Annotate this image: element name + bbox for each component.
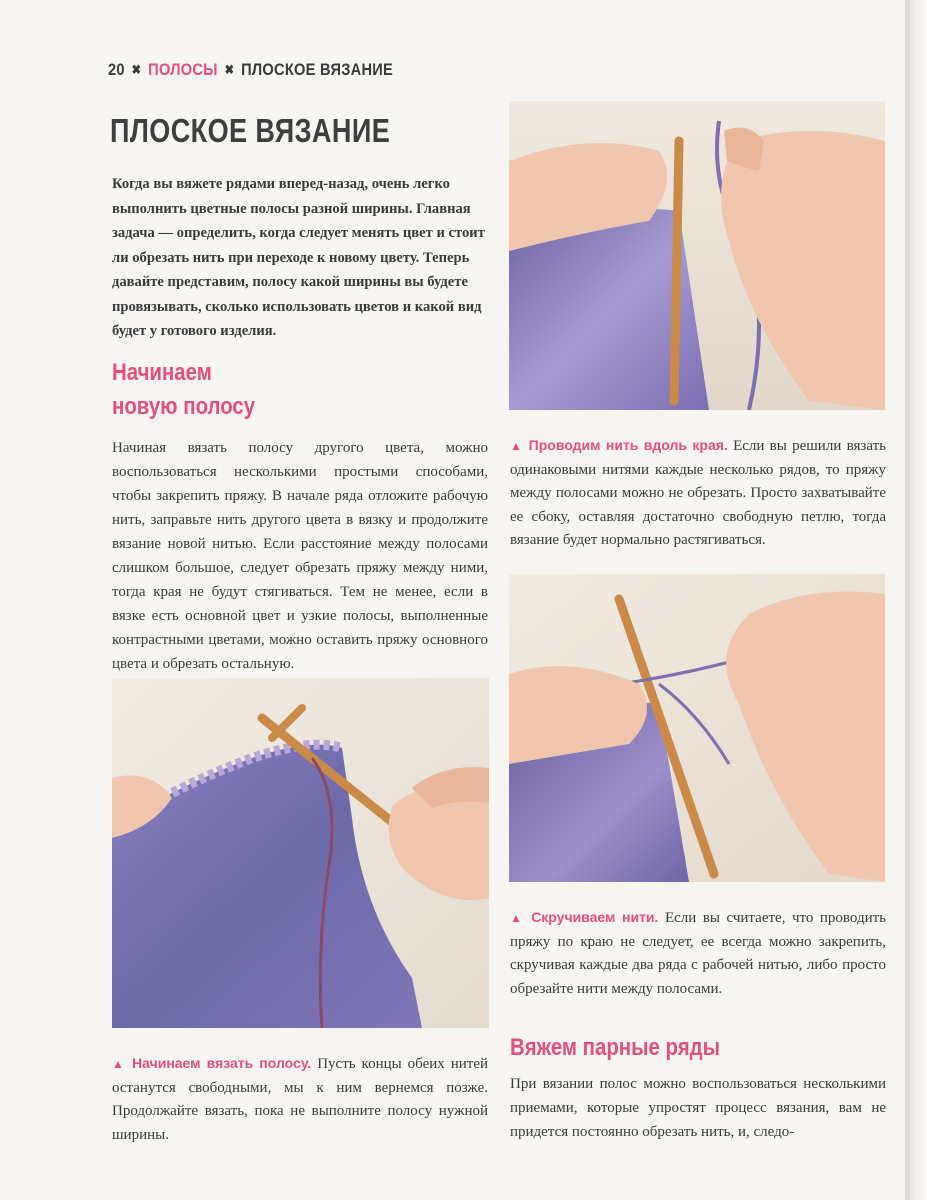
knitting-illustration <box>112 678 489 1028</box>
page-title: ПЛОСКОЕ ВЯЗАНИЕ <box>110 112 391 149</box>
caption-text: Если вы решили вязать одинаковыми нитями каждые несколько рядов, то пряжу между полосами можно не обрезать. Просто захватывайте ее сбоку, оставляя достаточно свободную петлю, тогда вязание будет нормально растягиваться. <box>510 438 886 548</box>
caption-text: Пусть концы обеих нитей останутся свободными, мы к ним вернемся позже. Продолжайте вязать, пока не выполните полосу нужной ширины. <box>112 1056 489 1143</box>
section-heading-pair-rows: Вяжем парные ряды <box>510 1034 721 1061</box>
running-header <box>108 58 393 82</box>
caption-twist-yarn <box>510 906 886 1001</box>
page-edge-shadow <box>905 0 927 1200</box>
heading-line: новую полосу <box>112 393 256 420</box>
caption-carry-yarn <box>510 434 886 553</box>
separator-icon: ✖ <box>131 62 142 77</box>
header-section: ПОЛОСЫ <box>148 60 218 79</box>
caption-lead: Проводим нить вдоль края. <box>528 437 728 453</box>
caption-lead: Начинаем вязать полосу. <box>132 1055 312 1071</box>
caption-lead: Скручиваем нити. <box>531 909 659 925</box>
photo-start-stripe <box>112 678 489 1028</box>
knitting-illustration <box>509 101 885 410</box>
page-number: 20 <box>108 60 125 79</box>
triangle-icon: ▲ <box>112 1057 127 1071</box>
triangle-icon: ▲ <box>510 911 525 925</box>
header-subsection: ПЛОСКОЕ ВЯЗАНИЕ <box>241 60 394 79</box>
intro-paragraph: Когда вы вяжете рядами вперед-назад, очень легко выполнить цветные полосы разной ширины. Главная задача — определить, когда следует менять цвет и стоит ли обрезать нить при переходе к новому цвету. Теперь давайте представим, полосу какой ширины вы будете провязывать, сколько использовать цветов и какой вид будет у готового изделия. <box>112 176 485 339</box>
photo-carry-yarn <box>509 101 885 410</box>
knitting-illustration <box>509 574 885 882</box>
caption-text: Если вы считаете, что проводить пряжу по краю не следует, ее всегда можно закрепить, скручивая каждые два ряда с рабочей нитью, либо просто обрезайте нити между полосами. <box>510 910 887 997</box>
photo-twist-yarn <box>509 574 885 882</box>
heading-line: Начинаем <box>112 359 212 386</box>
section-body: При вязании полос можно воспользоваться несколькими приемами, которые упростят процесс вязания, вам не придется постоянно обрезать нить, и, следо- <box>510 1076 886 1140</box>
section-heading-new-stripe <box>112 356 367 424</box>
section-body: Начиная вязать полосу другого цвета, можно воспользоваться несколькими простыми способами, чтобы закрепить пряжу. В начале ряда отложите рабочую нить, заправьте нить другого цвета в вязку и продолжите вязание новой нитью. Если расстояние между полосами слишком большое, следует обрезать пряжу между ними, тогда края не будут стягиваться. Тем не менее, если в вязке есть основной цвет и узкие полосы, выполненные контрастными цветами, можно оставить пряжу основного цвета и обрезать остальную. <box>112 440 488 672</box>
caption-start-stripe <box>112 1052 488 1147</box>
separator-icon: ✖ <box>224 62 235 77</box>
triangle-icon: ▲ <box>510 439 524 453</box>
